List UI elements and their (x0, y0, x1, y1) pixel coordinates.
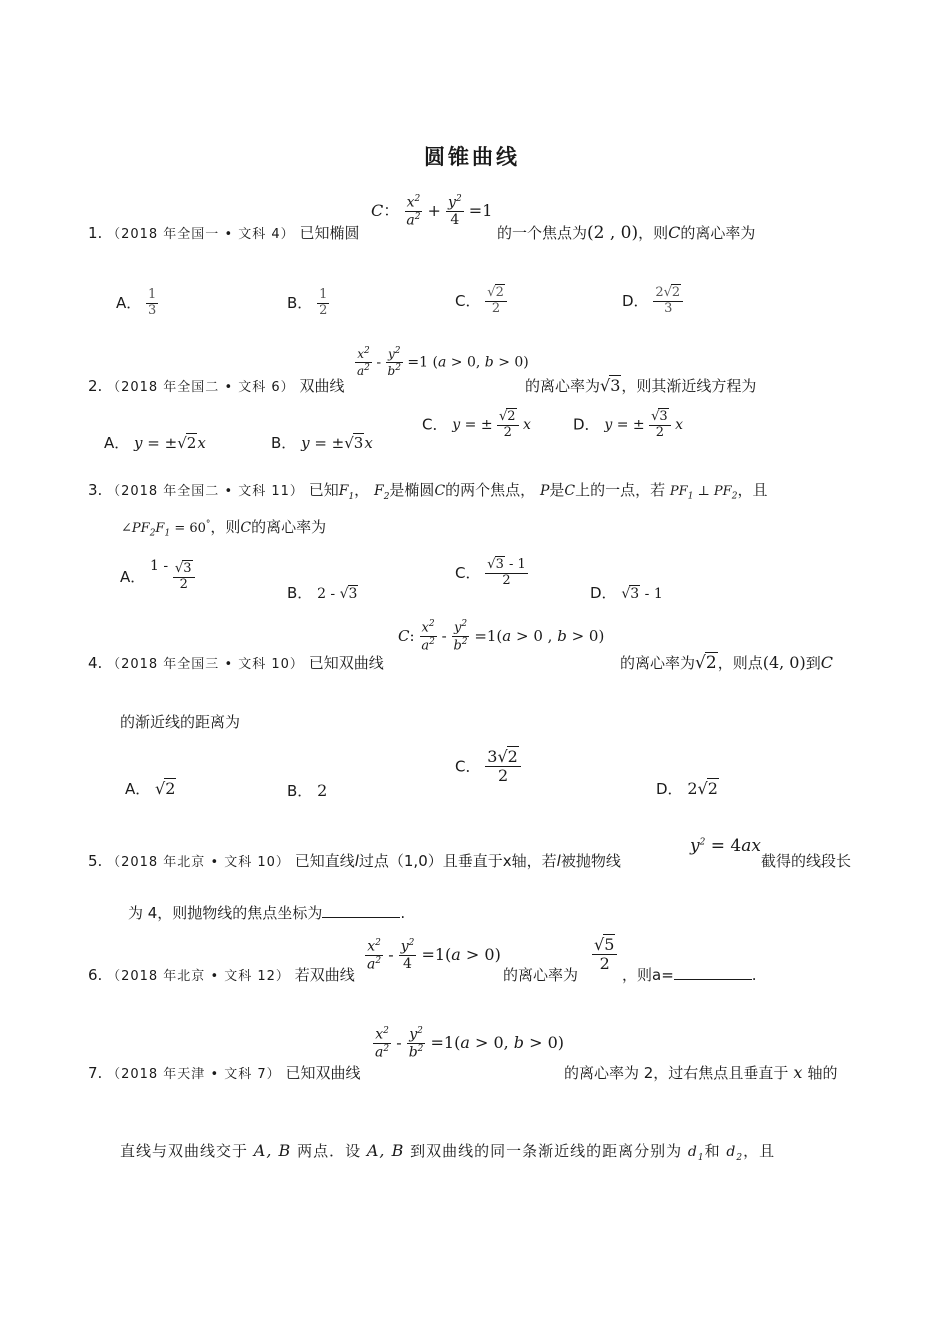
q7-formula: $\frac{x^2}{a^2}$ - $\frac{y^2}{b^2}$ =1(a > 0, b > 0) (375, 1026, 565, 1061)
q2-option-b[interactable]: B． y = ±√3x (271, 434, 373, 452)
question-number: 5. (88, 852, 103, 870)
question-5: 5. （2018 年北京 • 文科 10） 已知直线l过点（1,0）且垂直于x轴，若l被抛物线 (88, 852, 621, 870)
question-1: 1. （2018 年全国一 • 文科 4） 已知椭圆 (88, 224, 360, 242)
q3-option-c[interactable]: C． $\frac{√3 - 1}{2}$ (455, 557, 526, 588)
q2-option-c[interactable]: C． y = ± $\frac{√2}{2}$ x (422, 409, 531, 440)
answer-blank[interactable] (674, 965, 752, 980)
q4-option-d[interactable]: D． 2√2 (656, 779, 718, 798)
question-3-line-2: $\angle PF_2F_1 = 60^\circ$，则C的离心率为 (121, 518, 327, 539)
question-2: 2. （2018 年全国二 • 文科 6） 双曲线 (88, 377, 345, 395)
q1-option-a[interactable]: A． $\frac{1}{3}$ (116, 287, 157, 318)
q5-formula: $y^2 = 4ax$ (690, 836, 761, 856)
q6-eccentricity: $\frac{√5}{2}$ (592, 936, 617, 974)
question-source: （2018 年全国一 • 文科 4） (107, 227, 295, 242)
question-number: 4. (88, 654, 103, 672)
question-source: （2018 年北京 • 文科 10） (107, 855, 290, 870)
answer-blank[interactable] (322, 903, 400, 918)
q1-option-d[interactable]: D． $\frac{2√2}{3}$ (622, 286, 683, 317)
q3-option-d[interactable]: D． √3 - 1 (590, 584, 663, 602)
question-7: 7. （2018 年天津 • 文科 7） 已知双曲线 (88, 1064, 361, 1082)
q4-formula: C: $\frac{x^2}{a^2}$ - $\frac{y^2}{b^2}$ =1(a > 0 , b > 0) (398, 619, 605, 654)
page-title: 圆锥曲线 (424, 145, 520, 169)
q1-option-c[interactable]: C． $\frac{√2}{2}$ (455, 286, 507, 317)
q2-option-d[interactable]: D． y = ± $\frac{√3}{2}$ x (573, 409, 684, 440)
question-source: （2018 年全国二 • 文科 11） (107, 484, 304, 499)
question-number: 1. (88, 224, 103, 242)
q4-option-a[interactable]: A． √2 (125, 779, 176, 798)
question-number: 2. (88, 377, 103, 395)
q4-option-c[interactable]: C． $\frac{3√2}{2}$ (455, 748, 521, 786)
q2-formula: $\frac{x^2}{a^2}$ - $\frac{y^2}{b^2}$ =1 (a > 0, b > 0) (357, 346, 529, 378)
q3-option-b[interactable]: B． 2 - √3 (287, 584, 358, 602)
question-3: 3. （2018 年全国二 • 文科 11） 已知$F_1$， $F_2$是椭圆C的两个焦点， P是C上的一点，若 $PF_1$ ⊥ $PF_2$，且 (88, 481, 768, 502)
q1-option-b[interactable]: B． $\frac{1}{2}$ (287, 287, 328, 318)
q3-option-a[interactable]: A． 1 - $\frac{√3}{2}$ (120, 562, 195, 593)
question-number: 6. (88, 966, 103, 984)
question-7-line-2: 直线与双曲线交于 A, B 两点．设 A, B 到双曲线的同一条渐近线的距离分别为 $d_1$和 $d_2$，且 (120, 1141, 776, 1163)
question-source: （2018 年全国二 • 文科 6） (107, 380, 295, 395)
q6-formula: $\frac{x^2}{a^2}$ - $\frac{y^2}{4}$ =1(a > 0) (367, 938, 501, 973)
question-4-line-2: 的渐近线的距离为 (120, 713, 241, 731)
question-6: 6. （2018 年北京 • 文科 12） 若双曲线 (88, 966, 355, 984)
q1-formula: C： $\frac{x^2}{a^2}$ + $\frac{y^2}{4}$ =1 (371, 194, 493, 229)
question-source: （2018 年北京 • 文科 12） (107, 969, 290, 984)
question-source: （2018 年天津 • 文科 7） (107, 1067, 281, 1082)
q2-option-a[interactable]: A． y = ±√2x (104, 434, 206, 452)
question-source: （2018 年全国三 • 文科 10） (107, 657, 304, 672)
question-5-line-2: 为 4，则抛物线的焦点坐标为 . (128, 904, 406, 922)
question-4: 4. （2018 年全国三 • 文科 10） 已知双曲线 (88, 654, 384, 672)
q4-option-b[interactable]: B． 2 (287, 781, 328, 800)
question-number: 7. (88, 1064, 103, 1082)
question-number: 3. (88, 481, 103, 499)
